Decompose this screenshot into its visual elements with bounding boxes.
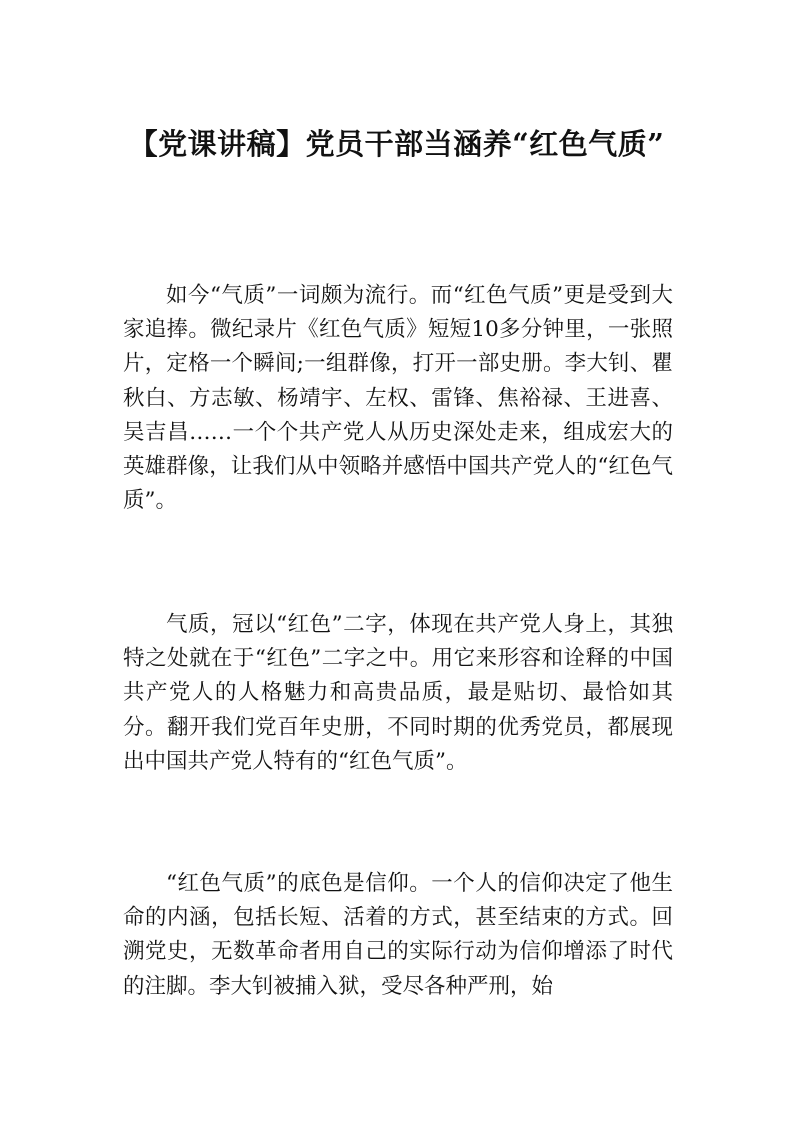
document-title: 【党课讲稿】党员干部当涵养“红色气质” — [128, 127, 665, 161]
paragraph-2: 气质，冠以“红色”二字，体现在共产党人身上，其独特之处就在于“红色”二字之中。用它来形容和诠释的中国共产党人的人格魅力和高贵品质，最是贴切、最恰如其分。翻开我们党百年史册，不同时期的优秀党员，都展现出中国共产党人特有的“红色气质”。 — [123, 612, 673, 774]
paragraph-1: 如今“气质”一词颇为流行。而“红色气质”更是受到大家追捧。微纪录片《红色气质》短短10多分钟里，一张照片，定格一个瞬间;一组群像，打开一部史册。李大钊、瞿秋白、方志敏、杨靖宇、左权、雷锋、焦裕禄、王进喜、吴吉昌……一个个共产党人从历史深处走来，组成宏大的英雄群像，让我们从中领略并感悟中国共产党人的“红色气质”。 — [123, 283, 673, 514]
paragraph-3: “红色气质”的底色是信仰。一个人的信仰决定了他生命的内涵，包括长短、活着的方式，甚至结束的方式。回溯党史，无数革命者用自己的实际行动为信仰增添了时代的注脚。李大钊被捕入狱，受尽各种严刑，始 — [123, 871, 673, 999]
